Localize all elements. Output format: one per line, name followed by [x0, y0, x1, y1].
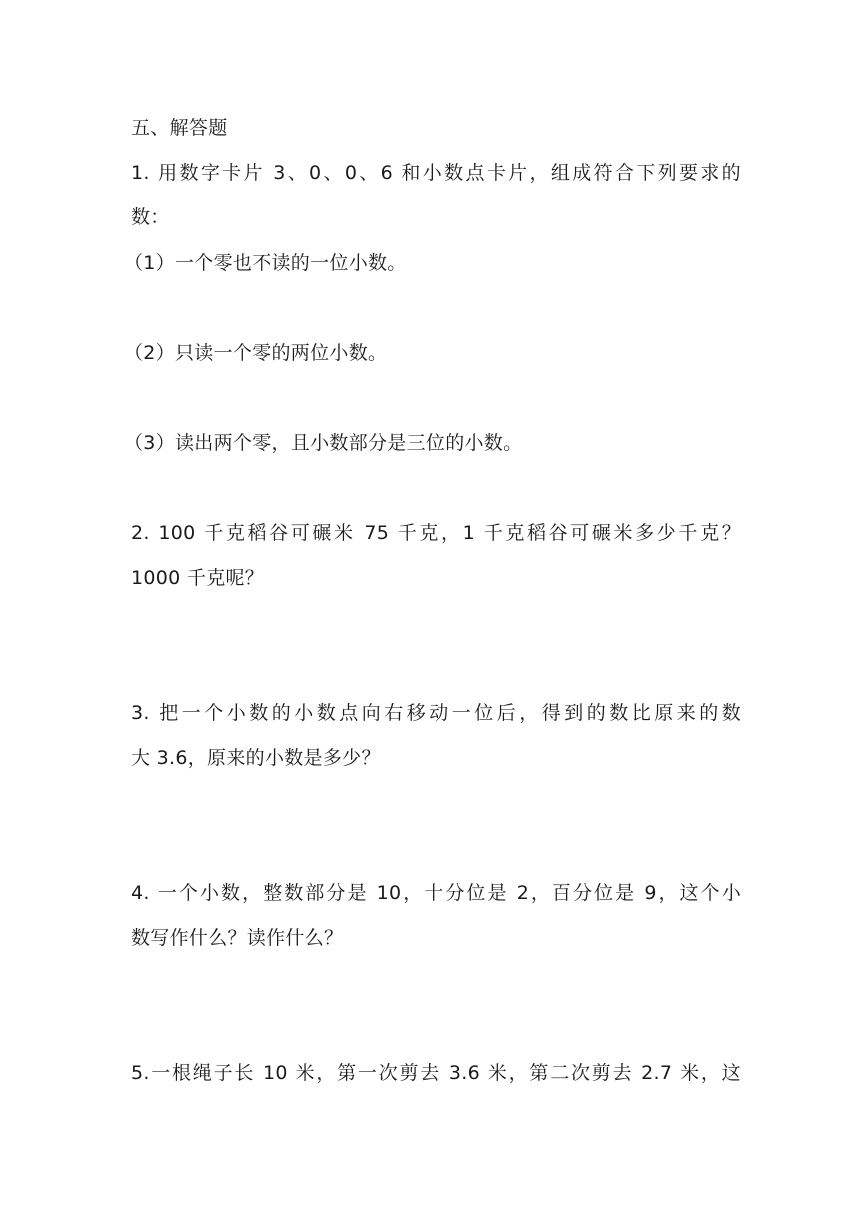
question-1-line-1: 1. 用数字卡片 3、0、0、6 和小数点卡片，组成符合下列要求的: [131, 162, 741, 184]
question-2-line-1: 2. 100 千克稻谷可碾米 75 千克，1 千克稻谷可碾米多少千克？: [131, 522, 741, 544]
question-5-line-1: 5.一根绳子长 10 米，第一次剪去 3.6 米，第二次剪去 2.7 米，这: [131, 1062, 741, 1084]
question-2-line-2: 1000 千克呢？: [131, 567, 265, 589]
question-1-line-2: 数：: [131, 206, 170, 228]
question-1-subitem-2: （2）只读一个零的两位小数。: [124, 342, 388, 364]
question-4-line-1: 4. 一个小数，整数部分是 10，十分位是 2，百分位是 9，这个小: [131, 882, 741, 904]
question-1-subitem-3: （3）读出两个零，且小数部分是三位的小数。: [124, 432, 523, 454]
question-1-subitem-1: （1）一个零也不读的一位小数。: [124, 252, 407, 274]
section-title: 五、解答题: [131, 117, 228, 139]
question-3-line-1: 3. 把一个小数的小数点向右移动一位后，得到的数比原来的数: [131, 702, 741, 724]
question-4-line-2: 数写作什么？读作什么？: [131, 927, 344, 949]
question-3-line-2: 大 3.6，原来的小数是多少？: [131, 747, 381, 769]
